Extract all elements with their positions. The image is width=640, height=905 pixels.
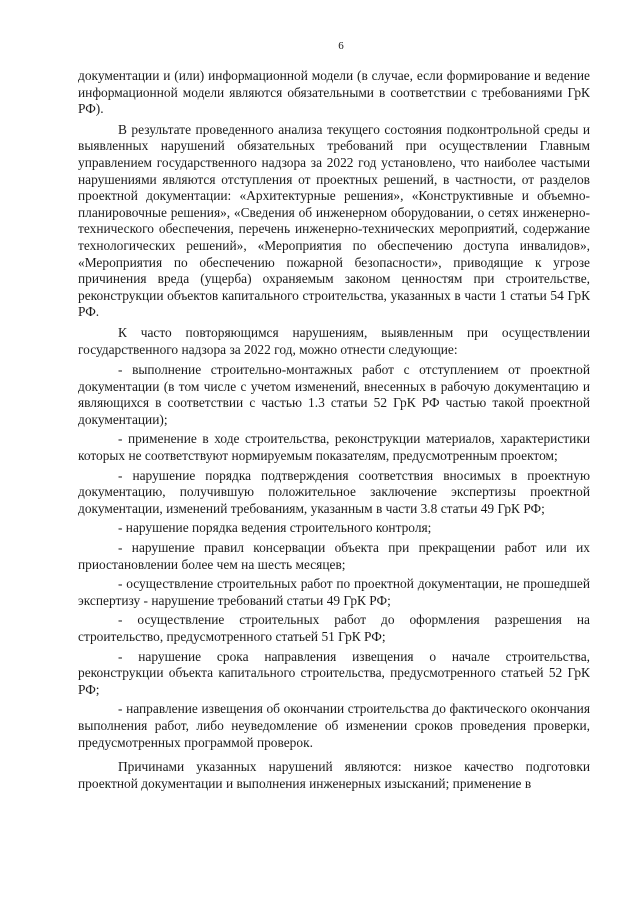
paragraph-analysis: В результате проведенного анализа текущего состояния подконтрольной среды и выявленных нарушений обязательных требований при осуществлении Главным управлением государственного надзора за 2022 год установлено, что наиболее частыми нарушениями являются отступления от проектных решений, в частности, от разделов проектной документации: «Архитектурные решения», «Конструктивные и объемно-планировочные решения», «Сведения об инженерном оборудовании, о сетях инженерно-технического обеспечения, перечень инженерно-технических мероприятий, содержание технологических решений», «Мероприятия по обеспечению доступа инвалидов», «Мероприятия по обеспечению пожарной безопасности», приводящие к угрозе причинения вреда (ущерба) охраняемым законом ценностям при строительстве, реконструкции объектов капитального строительства, указанных в части 1 статьи 54 ГрК РФ. [78, 121, 590, 320]
list-item: - нарушение порядка ведения строительного контроля; [118, 520, 432, 536]
page-number: 6 [338, 40, 344, 52]
list-item: - нарушение порядка подтверждения соответствия вносимых в проектную документацию, получившую положительное заключение экспертизы проектной документации, изменений требованиям, указанным в части 3.8 статьи 49 ГрК РФ; [78, 467, 590, 516]
paragraph-causes: Причинами указанных нарушений являются: низкое качество подготовки проектной документации и выполнения инженерных изысканий; применение в [78, 759, 590, 791]
list-item: - осуществление строительных работ по проектной документации, не прошедшей экспертизу - нарушение требований статьи 49 ГрК РФ; [78, 576, 590, 608]
list-item: - нарушение правил консервации объекта при прекращении работ или их приостановлении более чем на шесть месяцев; [78, 540, 590, 572]
list-item: - применение в ходе строительства, реконструкции материалов, характеристики которых не соответствуют нормируемым показателям, предусмотренным проектом; [78, 431, 590, 464]
list-item: - направление извещения об окончании строительства до фактического окончания выполнения работ, либо неуведомление об изменении сроков проведения проверки, предусмотренных программой проверок. [78, 701, 590, 750]
list-item: - выполнение строительно-монтажных работ с отступлением от проектной документации (в том числе с учетом изменений, внесенных в рабочую документацию и являющихся в соответствии с частью 1.3 статьи 52 ГрК РФ частью такой проектной документации); [78, 362, 590, 427]
list-item: - нарушение срока направления извещения о начале строительства, реконструкции объекта капитального строительства, предусмотренного статьей 52 ГрК РФ; [78, 648, 590, 697]
paragraph-continuation: документации и (или) информационной модели (в случае, если формирование и ведение информационной модели являются обязательными в соответствии с требованиями ГрК РФ). [78, 68, 590, 117]
list-item: - осуществление строительных работ до оформления разрешения на строительство, предусмотренного статьей 51 ГрК РФ; [78, 612, 590, 644]
paragraph-violations-intro: К часто повторяющимся нарушениям, выявленным при осуществлении государственного надзора за 2022 год, можно отнести следующие: [78, 324, 590, 357]
